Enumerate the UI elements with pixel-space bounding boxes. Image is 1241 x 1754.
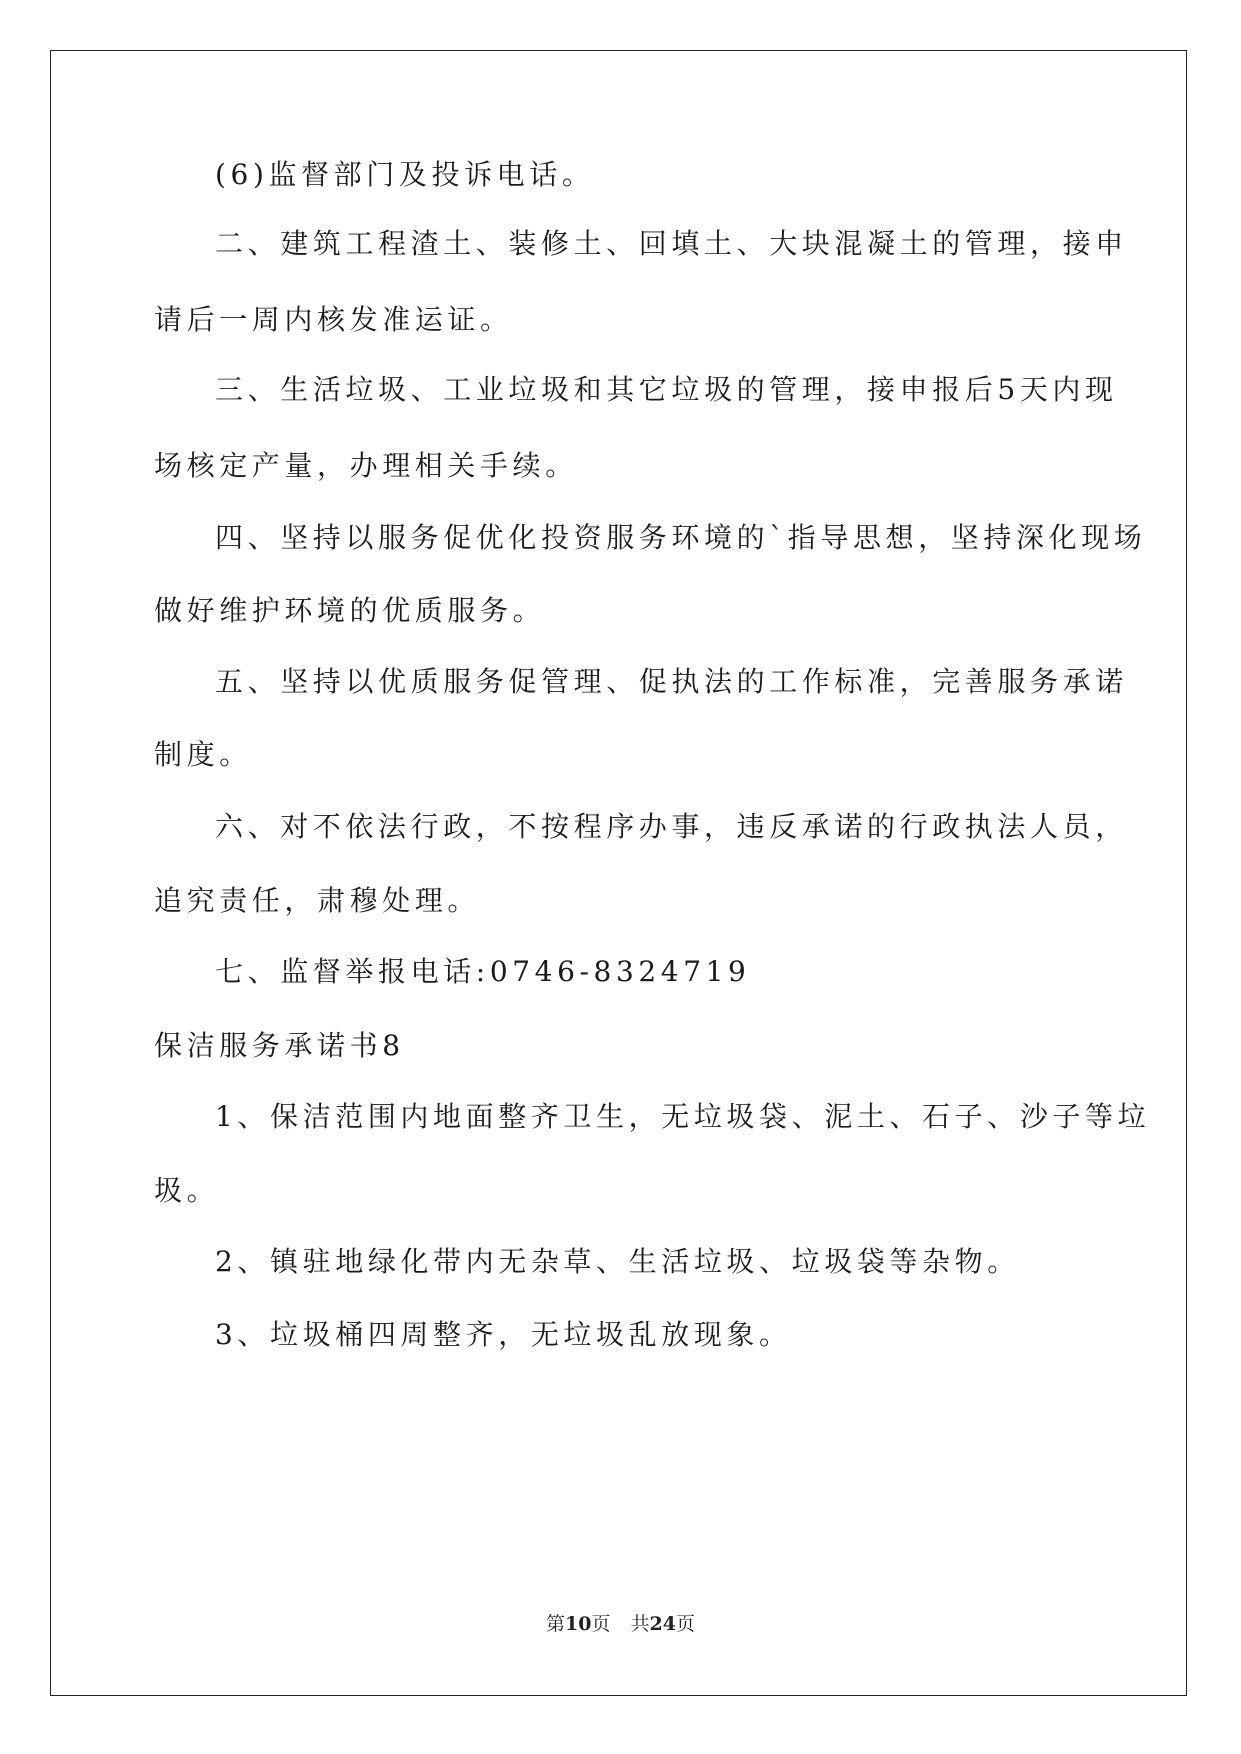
page-number: 10 bbox=[565, 1613, 592, 1635]
page-total: 24 bbox=[649, 1613, 676, 1635]
paragraph-line: 1、保洁范围内地面整齐卫生，无垃圾袋、泥土、石子、沙子等垃 bbox=[215, 1100, 1151, 1133]
paragraph-line: 七、监督举报电话:0746-8324719 bbox=[215, 955, 751, 988]
paragraph-line: 请后一周内核发准运证。 bbox=[154, 303, 513, 336]
page-suffix: 页 bbox=[591, 1613, 611, 1635]
paragraph-line: 二、建筑工程渣土、装修土、回填土、大块混凝土的管理，接申 bbox=[215, 227, 1128, 260]
paragraph-line: (6)监督部门及投诉电话。 bbox=[215, 158, 595, 191]
paragraph-line: 追究责任，肃穆处理。 bbox=[154, 884, 481, 917]
paragraph-line: 五、坚持以优质服务促管理、促执法的工作标准，完善服务承诺 bbox=[215, 665, 1128, 698]
paragraph-line: 六、对不依法行政，不按程序办事，违反承诺的行政执法人员， bbox=[215, 810, 1128, 843]
page-footer bbox=[0, 1612, 1241, 1636]
page-prefix: 第 bbox=[546, 1613, 566, 1635]
section-heading: 保洁服务承诺书8 bbox=[154, 1029, 405, 1062]
paragraph-line: 2、镇驻地绿化带内无杂草、生活垃圾、垃圾袋等杂物。 bbox=[215, 1245, 1020, 1278]
total-prefix: 共 bbox=[630, 1613, 650, 1635]
paragraph-line: 3、垃圾桶四周整齐，无垃圾乱放现象。 bbox=[215, 1318, 792, 1351]
total-suffix: 页 bbox=[675, 1613, 695, 1635]
page-frame bbox=[50, 50, 1187, 1696]
paragraph-line: 做好维护环境的优质服务。 bbox=[154, 594, 546, 627]
paragraph-line: 制度。 bbox=[154, 738, 252, 771]
paragraph-line: 圾。 bbox=[154, 1174, 220, 1207]
paragraph-line: 场核定产量，办理相关手续。 bbox=[154, 449, 578, 482]
paragraph-line: 三、生活垃圾、工业垃圾和其它垃圾的管理，接申报后5天内现 bbox=[215, 373, 1118, 406]
paragraph-line: 四、坚持以服务促优化投资服务环境的`指导思想，坚持深化现场 bbox=[215, 521, 1147, 554]
